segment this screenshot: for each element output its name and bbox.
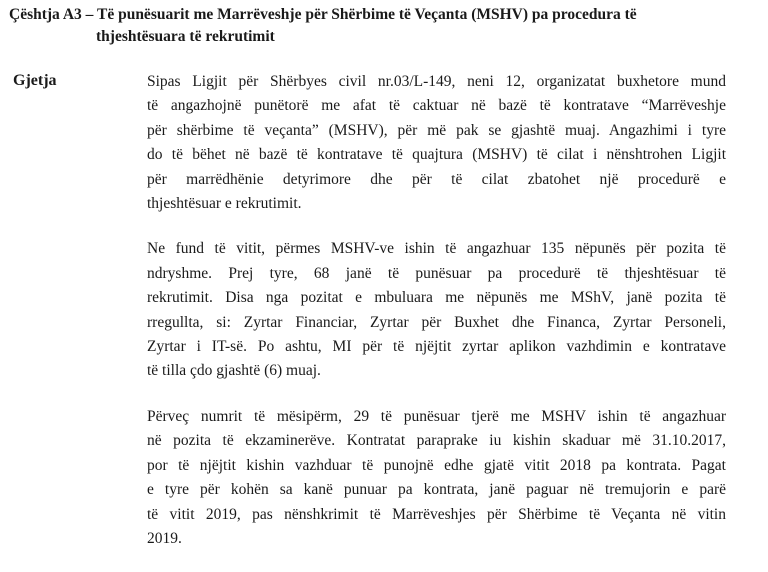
paragraph-line: por të njëjtit kishin vazhduar të punojnë edhe gjatë vitit 2018 pa kontrata. Pagat <box>147 456 726 474</box>
paragraph-line: do të bëhet në bazë të kontratave të quajtura (MSHV) të cilat i nënshtrohen Ligjit <box>147 146 726 164</box>
paragraph-line: rekrutimit. Disa nga pozitat e mbuluara me nëpunës me MShV, janë pozita të <box>147 289 726 307</box>
paragraph-line: Përveç numrit të mësipërm, 29 të punësuar tjerë me MSHV ishin të angazhuar <box>147 407 726 425</box>
paragraph-line: e tyre për kohën sa kanë punuar pa kontrata, janë paguar në tremujorin e parë <box>147 481 726 499</box>
paragraph-line: Ne fund të vitit, përmes MSHV-ve ishin të angazhuar 135 nëpunës për pozita të <box>147 240 726 258</box>
section-heading-line-2: thjeshtësuara të rekrutimit <box>96 28 275 45</box>
finding-paragraph-1 <box>147 70 726 216</box>
section-heading-line-1: Çështja A3 – Të punësuarit me Marrëveshje për Shërbime të Veçanta (MSHV) pa procedura të <box>9 6 637 23</box>
paragraph-line: ndryshme. Prej tyre, 68 janë të punësuar pa procedurë të thjeshtësuar të <box>147 264 726 282</box>
paragraph-line: të angazhojnë punëtorë me afat të caktuar në bazë të kontratave “Marrëveshje <box>147 97 726 115</box>
paragraph-line: për shërbime të veçanta” (MSHV), për më pak se gjashtë muaj. Angazhimi i tyre <box>147 121 726 139</box>
finding-body <box>147 70 726 572</box>
finding-paragraph-2 <box>147 237 726 383</box>
finding-paragraph-3 <box>147 405 726 551</box>
finding-label: Gjetja <box>13 72 57 89</box>
paragraph-line: rregullta, si: Zyrtar Financiar, Zyrtar për Buxhet dhe Financa, Zyrtar Personeli, <box>147 313 726 331</box>
paragraph-line: thjeshtësuar e rekrutimit. <box>147 195 302 213</box>
paragraph-line: të vitit 2019, pas nënshkrimit të Marrëveshjes për Shërbime të Veçanta në vitin <box>147 505 726 523</box>
paragraph-line: 2019. <box>147 529 182 547</box>
paragraph-line: në pozita të ekzaminerëve. Kontratat paraprake iu kishin skaduar më 31.10.2017, <box>147 432 726 450</box>
paragraph-line: Sipas Ligjit për Shërbyes civil nr.03/L-149, neni 12, organizatat buxhetore mund <box>147 73 726 90</box>
paragraph-line: të tilla çdo gjashtë (6) muaj. <box>147 362 321 380</box>
paragraph-line: për marrëdhënie detyrimore dhe për të cilat zbatohet një procedurë e <box>147 170 726 188</box>
section-heading <box>9 4 749 48</box>
paragraph-line: Zyrtar i IT-së. Po ashtu, MI për të njëjtit zyrtar aplikon vazhdimin e kontratave <box>147 338 726 356</box>
